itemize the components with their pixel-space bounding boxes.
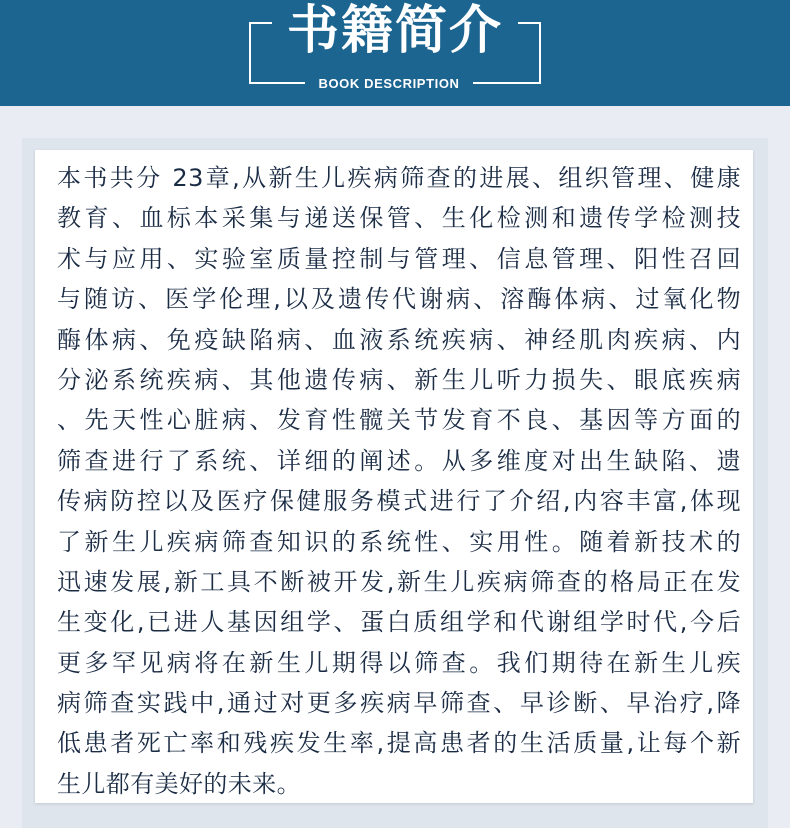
description-line: 生变化,已进人基因组学、蛋白质组学和代谢组学时代,今后	[57, 608, 741, 637]
description-line: 病筛查实践中,通过对更多疾病早筛查、早诊断、早治疗,降	[57, 689, 741, 718]
description-line: 迅速发展,新工具不断被开发,新生儿疾病筛查的格局正在发	[57, 567, 741, 596]
description-line: 酶体病、免疫缺陷病、血液系统疾病、神经肌肉疾病、内	[57, 325, 741, 354]
description-card	[35, 150, 753, 803]
description-line: 与随访、医学伦理,以及遗传代谢病、溶酶体病、过氧化物	[57, 285, 741, 314]
description-line: 分泌系统疾病、其他遗传病、新生儿听力损失、眼底疾病	[57, 365, 741, 394]
page-title: 书籍简介	[286, 1, 503, 61]
page-subtitle: BOOK DESCRIPTION	[318, 76, 460, 91]
description-text	[57, 158, 741, 804]
description-line: 本书共分 23章,从新生儿疾病筛查的进展、组织管理、健康	[57, 164, 741, 192]
description-line: 低患者死亡率和残疾发生率,提高患者的生活质量,让每个新	[57, 729, 741, 758]
description-line: 筛查进行了系统、详细的阐述。从多维度对出生缺陷、遗	[57, 446, 741, 475]
description-line: 术与应用、实验室质量控制与管理、信息管理、阳性召回	[57, 244, 741, 273]
description-line: 、先天性心脏病、发育性髋关节发育不良、基因等方面的	[57, 406, 741, 435]
description-line: 了新生儿疾病筛查知识的系统性、实用性。随着新技术的	[57, 527, 741, 556]
header-banner	[0, 0, 790, 106]
description-line: 生儿都有美好的未来。	[57, 769, 301, 798]
description-line: 教育、血标本采集与递送保管、生化检测和遗传学检测技	[57, 204, 741, 233]
description-line: 传病防控以及医疗保健服务模式进行了介绍,内容丰富,体现	[57, 487, 741, 516]
description-line: 更多罕见病将在新生儿期得以筛查。我们期待在新生儿疾	[57, 648, 741, 677]
